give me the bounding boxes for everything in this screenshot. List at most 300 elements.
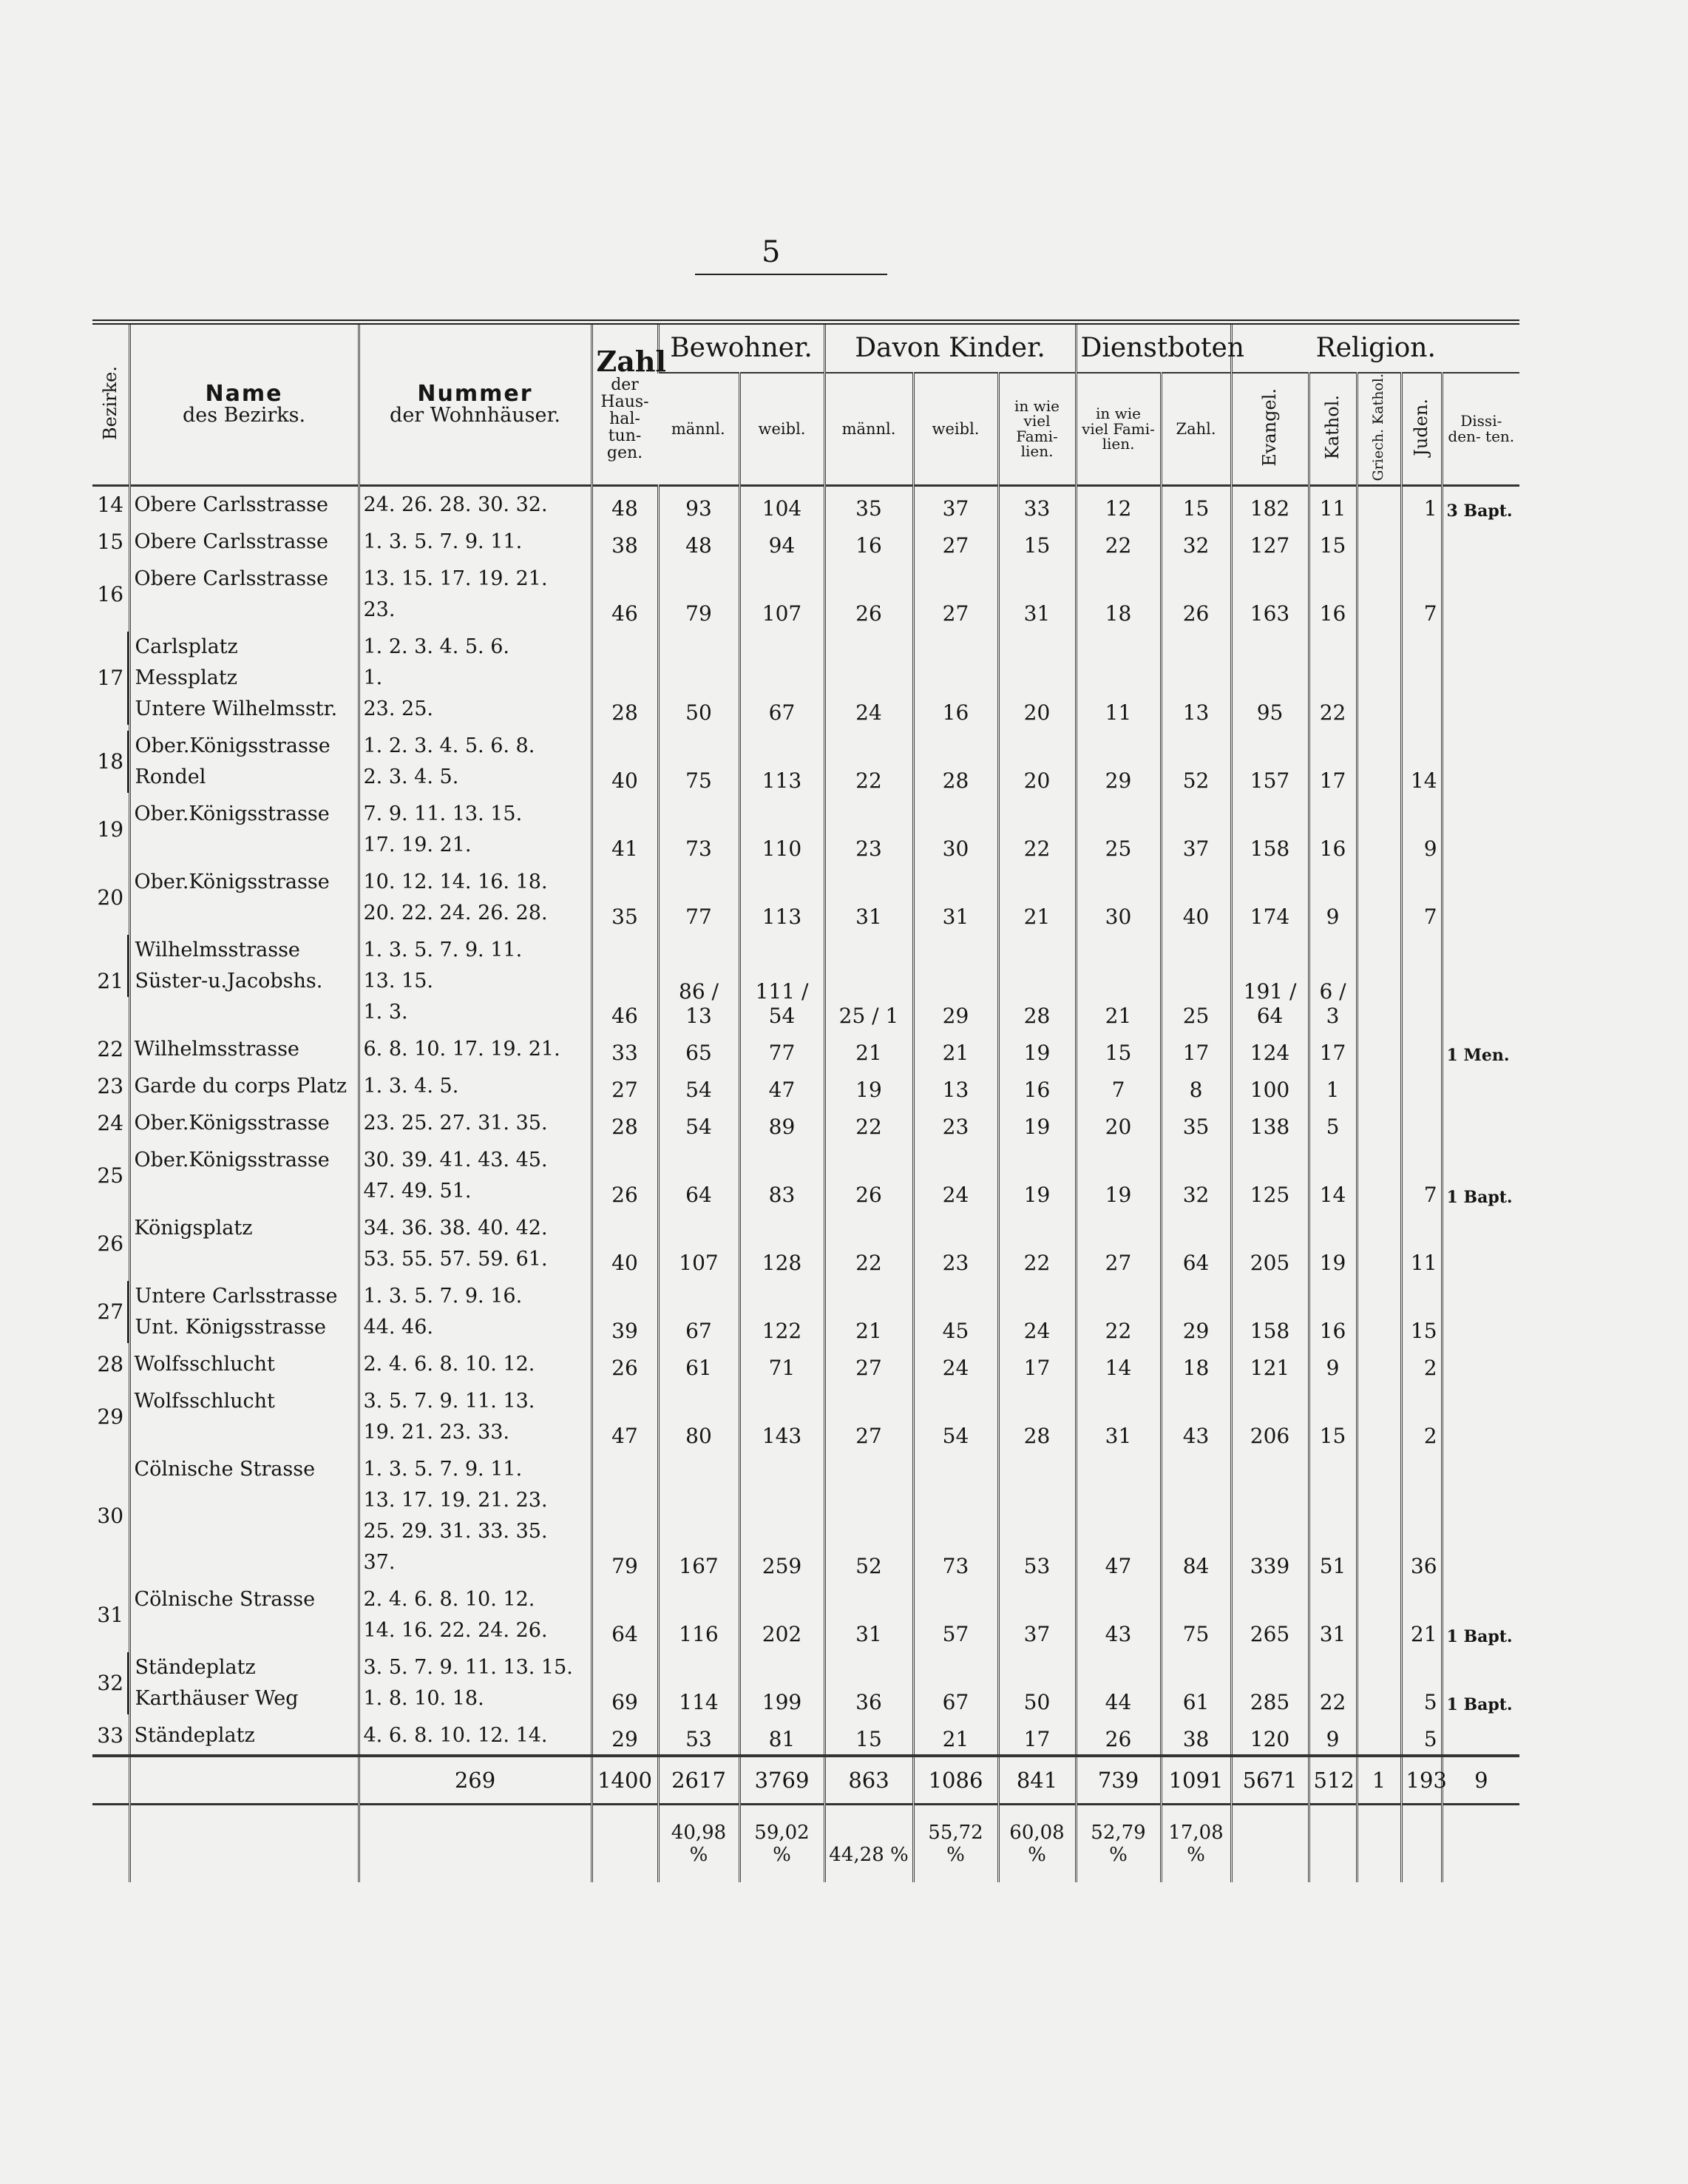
cell-bewohner-maennl: 48	[658, 524, 739, 561]
cell-bewohner-weibl: 110	[739, 796, 824, 864]
cell-griech	[1357, 932, 1401, 1031]
cell-bewohner-maennl: 64	[658, 1142, 739, 1210]
cell-bezirk-name	[129, 796, 359, 864]
cell-dienst-familien: 15	[1076, 1031, 1161, 1068]
cell-bewohner-maennl: 73	[658, 796, 739, 864]
page-number: 5	[762, 235, 781, 269]
cell-kathol: 15	[1309, 1383, 1357, 1451]
street-spacer	[135, 1516, 354, 1547]
cell-kinder-weibl: 24	[913, 1142, 998, 1210]
cell-griech	[1357, 1278, 1401, 1346]
house-number-line: 47. 49. 51.	[363, 1179, 472, 1203]
cell-kinder-maennl: 31	[824, 864, 913, 932]
street-name: Süster-u.Jacobshs.	[135, 969, 323, 993]
cell-bezirk-nr: 29	[97, 1404, 124, 1430]
cell-griech	[1357, 1105, 1401, 1142]
cell-kinder-weibl: 31	[913, 864, 998, 932]
cell-bezirk-nr: 27	[97, 1299, 124, 1325]
street-spacer	[135, 1244, 354, 1275]
street-name: Obere Carlsstrasse	[134, 493, 328, 516]
cell-kinder-maennl: 26	[824, 561, 913, 629]
cell-juden: 7	[1401, 1142, 1442, 1210]
pct-dienst-zahl: 17,08 %	[1161, 1804, 1231, 1882]
table-row	[92, 1210, 1519, 1278]
house-number-line: 1. 3. 5. 7. 9. 11.	[363, 1457, 523, 1481]
street-name: Wilhelmsstrasse	[135, 938, 300, 961]
cell-dissidenten	[1442, 561, 1519, 629]
cell-house-numbers	[359, 1717, 592, 1756]
street-spacer	[135, 1485, 354, 1516]
cell-dienst-familien: 31	[1076, 1383, 1161, 1451]
cell-griech	[1357, 1031, 1401, 1068]
cell-house-numbers	[359, 1346, 592, 1383]
cell-kathol: 14	[1309, 1142, 1357, 1210]
cell-bewohner-maennl: 75	[658, 728, 739, 796]
cell-kinder-weibl: 28	[913, 728, 998, 796]
cell-bewohner-weibl: 81	[739, 1717, 824, 1756]
header-kinder-maennl: männl.	[824, 373, 913, 485]
cell-kinder-maennl: 36	[824, 1649, 913, 1717]
cell-kathol: 17	[1309, 728, 1357, 796]
cell-kathol: 11	[1309, 485, 1357, 524]
cell-evangel: 205	[1231, 1210, 1309, 1278]
table-row	[92, 728, 1519, 796]
cell-bezirk-nr: 33	[97, 1723, 124, 1748]
cell-kathol: 51	[1309, 1451, 1357, 1581]
cell-bezirk-nr: 23	[97, 1074, 124, 1099]
cell-bezirk-name	[129, 1031, 359, 1068]
cell-dissidenten: 3 Bapt.	[1442, 485, 1519, 524]
cell-dienst-zahl: 32	[1161, 1142, 1231, 1210]
cell-juden: 5	[1401, 1649, 1442, 1717]
cell-evangel: 120	[1231, 1717, 1309, 1756]
house-number-line: 23.	[363, 598, 396, 621]
cell-dissidenten: 1 Bapt.	[1442, 1142, 1519, 1210]
cell-evangel: 95	[1231, 629, 1309, 728]
cell-bezirk-nr: 26	[97, 1231, 124, 1257]
cell-kinder-familien: 20	[998, 728, 1076, 796]
cell-bewohner-weibl: 47	[739, 1068, 824, 1105]
cell-kinder-familien: 15	[998, 524, 1076, 561]
total-griech: 1	[1357, 1756, 1401, 1805]
cell-griech	[1357, 1717, 1401, 1756]
house-number-line: 2. 3. 4. 5.	[363, 765, 459, 788]
pct-blank	[1401, 1804, 1442, 1882]
cell-dienst-familien: 22	[1076, 1278, 1161, 1346]
house-number-line: 30. 39. 41. 43. 45.	[363, 1148, 548, 1172]
table-row	[92, 1031, 1519, 1068]
street-name: Ober.Königsstrasse	[134, 1111, 330, 1135]
cell-dienst-zahl: 61	[1161, 1649, 1231, 1717]
header-kinder-familien: in wie viel Fami- lien.	[998, 373, 1076, 485]
cell-kinder-maennl: 52	[824, 1451, 913, 1581]
cell-bewohner-maennl: 116	[658, 1581, 739, 1649]
cell-dienst-zahl: 38	[1161, 1717, 1231, 1756]
cell-griech	[1357, 561, 1401, 629]
cell-dienst-zahl: 15	[1161, 485, 1231, 524]
total-houses: 269	[359, 1756, 592, 1805]
cell-kinder-familien: 50	[998, 1649, 1076, 1717]
house-number-line: 2. 4. 6. 8. 10. 12.	[363, 1587, 535, 1611]
cell-kathol: 17	[1309, 1031, 1357, 1068]
cell-bezirk-name	[129, 932, 359, 1031]
pct-blank	[92, 1804, 129, 1882]
house-number-line: 6. 8. 10. 17. 19. 21.	[363, 1037, 560, 1061]
cell-dissidenten	[1442, 524, 1519, 561]
cell-bewohner-weibl: 77	[739, 1031, 824, 1068]
cell-dissidenten	[1442, 1210, 1519, 1278]
cell-dienst-zahl: 25	[1161, 932, 1231, 1031]
cell-kinder-weibl: 23	[913, 1210, 998, 1278]
cell-dienst-zahl: 13	[1161, 629, 1231, 728]
house-number-line: 19. 21. 23. 33.	[363, 1420, 510, 1444]
cell-evangel: 174	[1231, 864, 1309, 932]
cell-dienst-familien: 44	[1076, 1649, 1161, 1717]
cell-dissidenten	[1442, 1717, 1519, 1756]
table-row	[92, 561, 1519, 629]
cell-haushaltungen: 33	[592, 1031, 658, 1068]
cell-griech	[1357, 728, 1401, 796]
cell-evangel: 125	[1231, 1142, 1309, 1210]
cell-bezirk-nr: 28	[97, 1352, 124, 1377]
cell-griech	[1357, 485, 1401, 524]
house-number-line: 4. 6. 8. 10. 12. 14.	[363, 1723, 548, 1747]
header-kathol: Kathol.	[1309, 373, 1357, 485]
house-number-line: 13. 15.	[363, 969, 433, 993]
street-spacer	[135, 898, 354, 929]
house-number-line: 44. 46.	[363, 1315, 433, 1339]
cell-kathol: 9	[1309, 1717, 1357, 1756]
cell-haushaltungen: 40	[592, 1210, 658, 1278]
cell-kinder-weibl: 67	[913, 1649, 998, 1717]
street-name: Obere Carlsstrasse	[134, 530, 328, 553]
cell-haushaltungen: 41	[592, 796, 658, 864]
header-nummer: Nummer der Wohnhäuser.	[359, 322, 592, 486]
cell-dienst-zahl: 8	[1161, 1068, 1231, 1105]
cell-evangel: 157	[1231, 728, 1309, 796]
cell-bezirk-nr: 31	[97, 1603, 124, 1628]
cell-house-numbers	[359, 1278, 592, 1346]
cell-evangel: 182	[1231, 485, 1309, 524]
cell-kinder-maennl: 19	[824, 1068, 913, 1105]
cell-dienst-familien: 27	[1076, 1210, 1161, 1278]
street-name: Cölnische Strasse	[134, 1457, 316, 1481]
cell-bewohner-weibl: 67	[739, 629, 824, 728]
total-kinder-familien: 841	[998, 1756, 1076, 1805]
cell-kathol: 22	[1309, 629, 1357, 728]
cell-evangel: 158	[1231, 1278, 1309, 1346]
cell-evangel: 127	[1231, 524, 1309, 561]
cell-juden: 15	[1401, 1278, 1442, 1346]
cell-griech	[1357, 1383, 1401, 1451]
cell-kinder-weibl: 37	[913, 485, 998, 524]
cell-kinder-weibl: 21	[913, 1717, 998, 1756]
header-dienst-zahl: Zahl.	[1161, 373, 1231, 485]
street-spacer	[135, 830, 354, 861]
pct-blank	[592, 1804, 658, 1882]
cell-griech	[1357, 1068, 1401, 1105]
cell-house-numbers	[359, 796, 592, 864]
street-spacer	[135, 595, 354, 626]
cell-bewohner-weibl: 83	[739, 1142, 824, 1210]
table-row	[92, 864, 1519, 932]
cell-juden: 14	[1401, 728, 1442, 796]
cell-kinder-familien: 17	[998, 1717, 1076, 1756]
table-row	[92, 932, 1519, 1031]
cell-evangel: 121	[1231, 1346, 1309, 1383]
cell-evangel: 265	[1231, 1581, 1309, 1649]
cell-house-numbers	[359, 629, 592, 728]
cell-dienst-familien: 26	[1076, 1717, 1161, 1756]
cell-house-numbers	[359, 932, 592, 1031]
cell-bewohner-weibl: 94	[739, 524, 824, 561]
cell-bezirk-name	[129, 864, 359, 932]
cell-bezirk-name	[129, 728, 359, 796]
cell-dissidenten	[1442, 932, 1519, 1031]
cell-bewohner-weibl: 89	[739, 1105, 824, 1142]
cell-juden: 5	[1401, 1717, 1442, 1756]
table-row	[92, 1581, 1519, 1649]
cell-juden: 7	[1401, 561, 1442, 629]
cell-haushaltungen: 40	[592, 728, 658, 796]
cell-kathol: 22	[1309, 1649, 1357, 1717]
cell-kinder-maennl: 21	[824, 1278, 913, 1346]
cell-bezirk-nr: 19	[97, 817, 124, 842]
street-name: Wolfsschlucht	[134, 1352, 275, 1376]
cell-house-numbers	[359, 1210, 592, 1278]
cell-bewohner-weibl: 111 / 54	[739, 932, 824, 1031]
header-dienst-familien: in wie viel Fami- lien.	[1076, 373, 1161, 485]
cell-kathol: 5	[1309, 1105, 1357, 1142]
cell-haushaltungen: 38	[592, 524, 658, 561]
header-kinder-weibl: weibl.	[913, 373, 998, 485]
cell-house-numbers	[359, 1142, 592, 1210]
cell-kathol: 6 / 3	[1309, 932, 1357, 1031]
cell-kinder-familien: 17	[998, 1346, 1076, 1383]
total-haushaltungen: 1400	[592, 1756, 658, 1805]
table-row	[92, 1068, 1519, 1105]
cell-kinder-familien: 20	[998, 629, 1076, 728]
cell-house-numbers	[359, 561, 592, 629]
cell-kinder-weibl: 16	[913, 629, 998, 728]
cell-bewohner-maennl: 54	[658, 1068, 739, 1105]
house-number-line: 23. 25. 27. 31. 35.	[363, 1111, 548, 1135]
cell-bewohner-maennl: 65	[658, 1031, 739, 1068]
house-number-line: 34. 36. 38. 40. 42.	[363, 1216, 548, 1240]
totals-blank	[129, 1756, 359, 1805]
cell-kinder-maennl: 22	[824, 1210, 913, 1278]
cell-kinder-familien: 19	[998, 1105, 1076, 1142]
cell-bezirk-name	[129, 1105, 359, 1142]
cell-dienst-zahl: 52	[1161, 728, 1231, 796]
cell-bezirk-name	[129, 1383, 359, 1451]
pct-bewohner-maennl: 40,98 %	[658, 1804, 739, 1882]
totals-blank	[92, 1756, 129, 1805]
house-number-line: 1. 3.	[363, 1000, 408, 1024]
cell-juden: 7	[1401, 864, 1442, 932]
table-row	[92, 1278, 1519, 1346]
cell-evangel: 163	[1231, 561, 1309, 629]
cell-kinder-maennl: 27	[824, 1383, 913, 1451]
cell-bezirk-nr: 24	[97, 1111, 124, 1136]
cell-haushaltungen: 28	[592, 1105, 658, 1142]
cell-kinder-weibl: 24	[913, 1346, 998, 1383]
cell-kinder-maennl: 27	[824, 1346, 913, 1383]
cell-juden	[1401, 1105, 1442, 1142]
cell-bewohner-weibl: 128	[739, 1210, 824, 1278]
header-bewohner: Bewohner.	[658, 322, 824, 373]
cell-dienst-familien: 21	[1076, 932, 1161, 1031]
cell-kinder-weibl: 27	[913, 561, 998, 629]
street-name: Rondel	[135, 765, 206, 788]
total-dienst-familien: 739	[1076, 1756, 1161, 1805]
cell-bewohner-maennl: 167	[658, 1451, 739, 1581]
street-name: Ständeplatz	[135, 1655, 256, 1679]
street-name: Untere Wilhelmsstr.	[135, 697, 338, 720]
house-number-line: 2. 4. 6. 8. 10. 12.	[363, 1352, 535, 1376]
cell-griech	[1357, 864, 1401, 932]
cell-kinder-maennl: 22	[824, 728, 913, 796]
total-bewohner-maennl: 2617	[658, 1756, 739, 1805]
cell-bewohner-maennl: 107	[658, 1210, 739, 1278]
cell-dienst-zahl: 84	[1161, 1451, 1231, 1581]
page-number-rule	[695, 274, 887, 275]
house-number-line: 17. 19. 21.	[363, 833, 472, 856]
cell-bezirk-name	[129, 1278, 359, 1346]
house-number-line: 1. 8. 10. 18.	[363, 1686, 484, 1710]
cell-dienst-zahl: 17	[1161, 1031, 1231, 1068]
street-name: Ober.Königsstrasse	[134, 802, 330, 825]
total-kathol: 512	[1309, 1756, 1357, 1805]
total-kinder-maennl: 863	[824, 1756, 913, 1805]
cell-dienst-familien: 47	[1076, 1451, 1161, 1581]
cell-kinder-maennl: 24	[824, 629, 913, 728]
cell-dienst-familien: 25	[1076, 796, 1161, 864]
cell-haushaltungen: 29	[592, 1717, 658, 1756]
street-name: Cölnische Strasse	[134, 1587, 316, 1611]
cell-dienst-zahl: 32	[1161, 524, 1231, 561]
cell-bezirk-nr: 32	[97, 1671, 124, 1696]
header-bezirke: Bezirke.	[92, 322, 129, 486]
cell-dienst-zahl: 18	[1161, 1346, 1231, 1383]
cell-kinder-maennl: 22	[824, 1105, 913, 1142]
cell-haushaltungen: 64	[592, 1581, 658, 1649]
cell-evangel: 100	[1231, 1068, 1309, 1105]
cell-dienst-zahl: 75	[1161, 1581, 1231, 1649]
cell-kinder-maennl: 21	[824, 1031, 913, 1068]
cell-griech	[1357, 524, 1401, 561]
pct-blank	[1357, 1804, 1401, 1882]
cell-bewohner-maennl: 67	[658, 1278, 739, 1346]
cell-bewohner-maennl: 50	[658, 629, 739, 728]
cell-haushaltungen: 26	[592, 1142, 658, 1210]
cell-bezirk-nr: 17	[97, 666, 124, 691]
cell-dienst-zahl: 40	[1161, 864, 1231, 932]
house-number-line: 7. 9. 11. 13. 15.	[363, 802, 523, 825]
cell-juden: 2	[1401, 1346, 1442, 1383]
cell-bezirk-nr: 16	[97, 582, 124, 607]
cell-house-numbers	[359, 1105, 592, 1142]
cell-kinder-weibl: 21	[913, 1031, 998, 1068]
total-dissidenten: 9	[1442, 1756, 1519, 1805]
cell-bewohner-weibl: 199	[739, 1649, 824, 1717]
house-number-line: 1.	[363, 666, 383, 689]
cell-bewohner-weibl: 143	[739, 1383, 824, 1451]
cell-haushaltungen: 39	[592, 1278, 658, 1346]
table-row	[92, 1346, 1519, 1383]
cell-haushaltungen: 79	[592, 1451, 658, 1581]
cell-dissidenten	[1442, 1383, 1519, 1451]
cell-haushaltungen: 27	[592, 1068, 658, 1105]
cell-bezirk-nr: 18	[97, 749, 124, 774]
street-spacer	[135, 1176, 354, 1207]
street-name: Wolfsschlucht	[134, 1389, 275, 1413]
cell-dienst-familien: 29	[1076, 728, 1161, 796]
cell-bewohner-weibl: 122	[739, 1278, 824, 1346]
house-number-line: 1. 2. 3. 4. 5. 6.	[363, 635, 509, 658]
table-row	[92, 524, 1519, 561]
cell-griech	[1357, 1451, 1401, 1581]
cell-kathol: 9	[1309, 864, 1357, 932]
house-number-line: 37.	[363, 1550, 396, 1574]
cell-dienst-familien: 43	[1076, 1581, 1161, 1649]
cell-griech	[1357, 1210, 1401, 1278]
cell-dissidenten	[1442, 1068, 1519, 1105]
cell-dienst-familien: 20	[1076, 1105, 1161, 1142]
header-evangel: Evangel.	[1231, 373, 1309, 485]
cell-bewohner-maennl: 77	[658, 864, 739, 932]
cell-juden	[1401, 1031, 1442, 1068]
cell-juden: 36	[1401, 1451, 1442, 1581]
pct-kinder-weibl: 55,72 %	[913, 1804, 998, 1882]
pct-bewohner-weibl: 59,02 %	[739, 1804, 824, 1882]
cell-dienst-familien: 12	[1076, 485, 1161, 524]
cell-bezirk-nr: 14	[97, 493, 124, 518]
pct-kinder-maennl: 44,28 %	[824, 1804, 913, 1882]
street-name: Königsplatz	[134, 1216, 253, 1240]
cell-house-numbers	[359, 524, 592, 561]
cell-house-numbers	[359, 1649, 592, 1717]
street-name: Untere Carlsstrasse	[135, 1284, 338, 1308]
cell-bewohner-weibl: 71	[739, 1346, 824, 1383]
cell-dissidenten	[1442, 629, 1519, 728]
table-row	[92, 1717, 1519, 1756]
header-griech-kathol: Griech. Kathol.	[1357, 373, 1401, 485]
cell-bewohner-maennl: 93	[658, 485, 739, 524]
cell-haushaltungen: 35	[592, 864, 658, 932]
pct-blank	[359, 1804, 592, 1882]
cell-kathol: 9	[1309, 1346, 1357, 1383]
header-zahl-haushaltungen: Zahl der Haus- hal- tun- gen.	[592, 322, 658, 486]
street-name: Ober.Königsstrasse	[135, 734, 331, 757]
cell-juden: 9	[1401, 796, 1442, 864]
table-row	[92, 1142, 1519, 1210]
cell-kinder-weibl: 45	[913, 1278, 998, 1346]
cell-dienst-familien: 7	[1076, 1068, 1161, 1105]
house-number-line: 3. 5. 7. 9. 11. 13. 15.	[363, 1655, 573, 1679]
cell-evangel: 206	[1231, 1383, 1309, 1451]
cell-juden: 21	[1401, 1581, 1442, 1649]
cell-kinder-weibl: 23	[913, 1105, 998, 1142]
cell-kinder-weibl: 73	[913, 1451, 998, 1581]
cell-kathol: 15	[1309, 524, 1357, 561]
cell-house-numbers	[359, 728, 592, 796]
cell-dissidenten	[1442, 1451, 1519, 1581]
house-number-line: 1. 3. 5. 7. 9. 11.	[363, 938, 523, 961]
cell-juden: 11	[1401, 1210, 1442, 1278]
cell-juden	[1401, 629, 1442, 728]
header-dissidenten: Dissi- den- ten.	[1442, 373, 1519, 485]
